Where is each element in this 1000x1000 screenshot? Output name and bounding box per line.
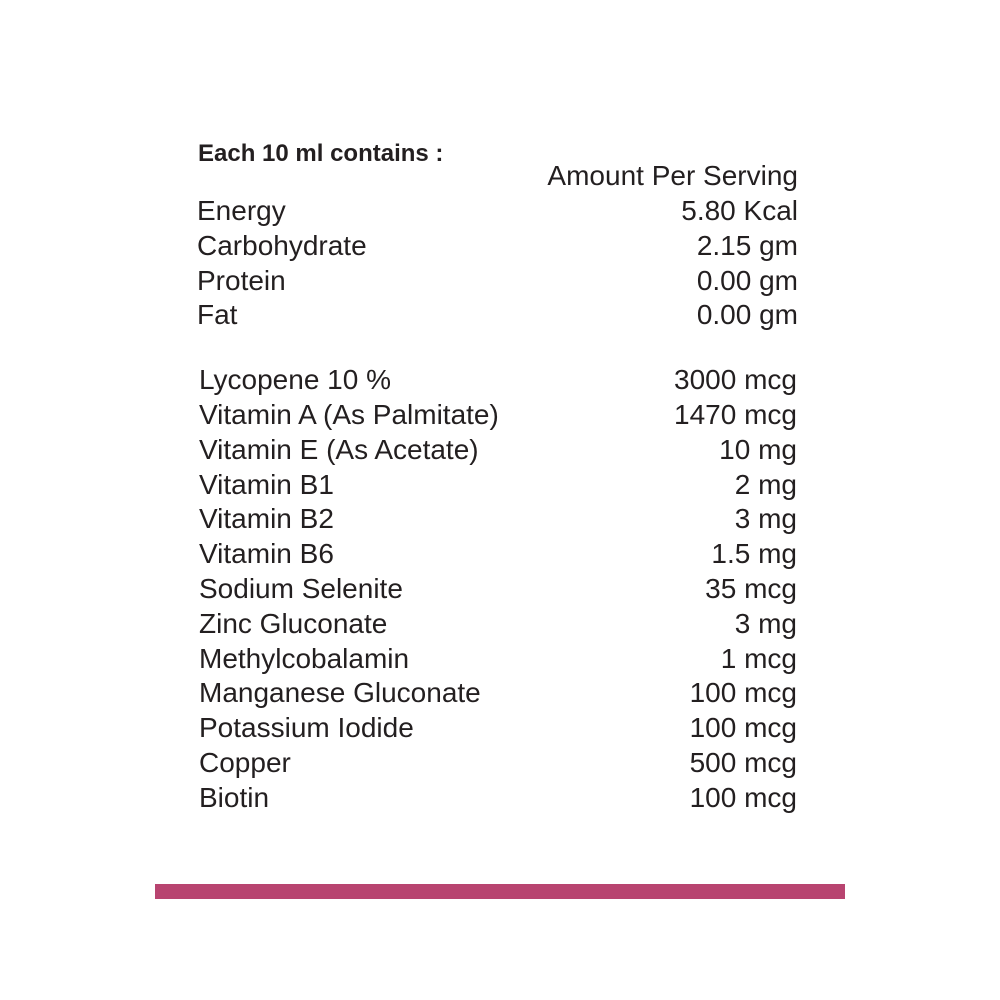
nutrient-amount: 500 mcg xyxy=(689,746,797,778)
panel-header xyxy=(196,140,800,194)
nutrient-row-zinc-gluconate xyxy=(196,607,800,642)
nutrient-name: Protein xyxy=(197,264,286,296)
nutrient-row-protein xyxy=(196,264,800,299)
section-spacer xyxy=(196,333,800,363)
nutrient-row-vitamin-a xyxy=(196,398,800,433)
nutrient-amount: 3000 mcg xyxy=(674,364,797,396)
nutrient-row-copper xyxy=(196,746,800,781)
nutrient-name: Vitamin A (As Palmitate) xyxy=(199,398,499,430)
panel-heading: Each 10 ml contains : xyxy=(198,140,444,167)
nutrient-amount: 1470 mcg xyxy=(674,398,797,430)
nutrient-name: Potassium Iodide xyxy=(199,712,414,744)
nutrient-row-vitamin-b6 xyxy=(196,537,800,572)
nutrient-row-potassium-iodide xyxy=(196,711,800,746)
nutrient-amount: 1 mcg xyxy=(720,642,797,674)
nutrient-name: Fat xyxy=(197,299,238,331)
nutrient-row-carbohydrate xyxy=(196,229,800,264)
nutrient-row-vitamin-e xyxy=(196,433,800,468)
nutrient-amount: 0.00 gm xyxy=(696,264,798,296)
footer-accent-bar xyxy=(155,884,845,899)
nutrient-name: Manganese Gluconate xyxy=(199,677,481,709)
nutrient-row-manganese-gluconate xyxy=(196,676,800,711)
nutrient-row-fat xyxy=(196,298,800,333)
nutrient-name: Sodium Selenite xyxy=(199,572,403,604)
nutrient-name: Energy xyxy=(197,195,286,226)
macronutrient-list xyxy=(196,194,800,333)
nutrient-name: Vitamin B6 xyxy=(199,538,334,570)
nutrient-amount: 100 mcg xyxy=(689,677,797,709)
nutrient-amount: 0.00 gm xyxy=(696,299,798,331)
nutrient-amount: 5.80 Kcal xyxy=(681,195,798,226)
nutrient-row-vitamin-b2 xyxy=(196,502,800,537)
nutrient-name: Vitamin B2 xyxy=(199,503,334,535)
nutrient-amount: 1.5 mg xyxy=(711,538,797,570)
nutrient-amount: 2.15 gm xyxy=(696,229,798,261)
nutrient-amount: 100 mcg xyxy=(689,712,797,744)
nutrient-amount: 35 mcg xyxy=(705,572,797,604)
nutrient-row-methylcobalamin xyxy=(196,642,800,677)
nutrient-name: Methylcobalamin xyxy=(199,642,410,674)
nutrient-name: Zinc Gluconate xyxy=(199,607,388,639)
nutrient-row-sodium-selenite xyxy=(196,572,800,607)
nutrient-amount: 10 mg xyxy=(719,433,797,465)
nutrient-amount: 3 mg xyxy=(734,503,797,535)
nutrient-name: Copper xyxy=(199,746,291,778)
nutrient-amount: 3 mg xyxy=(734,607,797,639)
nutrient-amount: 2 mg xyxy=(734,468,797,500)
micronutrient-list xyxy=(196,363,800,815)
nutrient-row-biotin xyxy=(196,781,800,816)
nutrient-name: Biotin xyxy=(199,781,270,813)
nutrient-amount: 100 mcg xyxy=(689,781,797,813)
amount-per-serving-header: Amount Per Serving xyxy=(547,160,798,191)
nutrient-name: Vitamin B1 xyxy=(199,468,334,500)
nutrient-row-vitamin-b1 xyxy=(196,468,800,503)
nutrient-name: Lycopene 10 % xyxy=(199,364,391,396)
nutrient-name: Carbohydrate xyxy=(197,229,367,261)
nutrient-name: Vitamin E (As Acetate) xyxy=(199,433,479,465)
nutrient-row-lycopene xyxy=(196,363,800,398)
nutrition-panel xyxy=(196,140,800,816)
nutrient-row-energy xyxy=(196,194,800,229)
